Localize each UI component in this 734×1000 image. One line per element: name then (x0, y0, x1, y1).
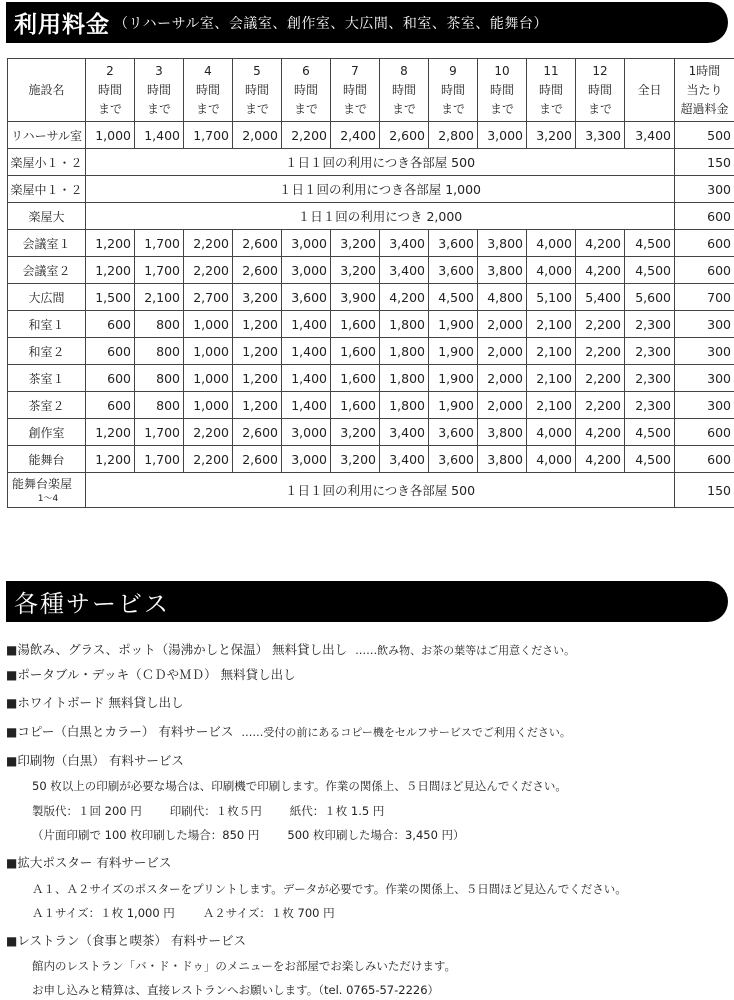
fee-cell: 1,500 (86, 284, 135, 311)
fees-section-subtitle: （リハーサル室、会議室、創作室、大広間、和室、茶室、能舞台） (114, 15, 548, 32)
fee-cell: 3,400 (380, 419, 429, 446)
fee-cell: 800 (135, 311, 184, 338)
facility-name: 能舞台 (8, 446, 86, 473)
fee-cell: 5,400 (576, 284, 625, 311)
header-hours-text: まで (146, 101, 171, 116)
fee-cell: 3,800 (478, 257, 527, 284)
fee-cell: 600 (86, 392, 135, 419)
header-hours-text: まで (97, 101, 122, 116)
header-hours-text: 時間 (244, 82, 269, 97)
overtime-fee-cell: 300 (675, 311, 734, 338)
service-item (6, 665, 728, 683)
fee-cell: 3,000 (282, 230, 331, 257)
print-example-2: 500 枚印刷した場合：3,450 円） (287, 828, 465, 842)
service-label: ポータブル・デッキ（ＣＤやＭＤ） 無料貸し出し (17, 667, 296, 682)
service-label: 拡大ポスター 有料サービス (17, 855, 172, 870)
header-allday: 全日 (625, 59, 675, 122)
fee-cell: 1,200 (86, 257, 135, 284)
table-row (8, 446, 734, 473)
fee-cell: 2,800 (429, 122, 478, 149)
service-label: レストラン（食事と喫茶） 有料サービス (17, 933, 246, 948)
overtime-fee-cell: 300 (675, 338, 734, 365)
bullet-marker: ■ (6, 643, 18, 657)
overtime-fee-cell: 500 (675, 122, 734, 149)
service-item (6, 722, 728, 740)
overtime-fee-cell: 150 (675, 473, 734, 508)
header-hours-text: まで (244, 101, 269, 116)
fee-cell: 3,200 (527, 122, 576, 149)
overtime-fee-cell: 300 (675, 392, 734, 419)
header-hours (282, 59, 331, 122)
fee-cell: 4,500 (625, 230, 675, 257)
print-price-line (32, 803, 384, 819)
header-hours (135, 59, 184, 122)
fee-cell: 1,700 (184, 122, 233, 149)
header-hours-text: まで (195, 101, 220, 116)
fees-header-row (8, 59, 734, 122)
fee-cell: 3,200 (331, 446, 380, 473)
fee-cell: 2,100 (527, 365, 576, 392)
fee-cell: 4,500 (429, 284, 478, 311)
fee-cell: 1,200 (233, 392, 282, 419)
fee-cell: 3,400 (380, 257, 429, 284)
facility-name: 会議室２ (8, 257, 86, 284)
header-hours-text: 2 (106, 63, 114, 78)
header-hours (331, 59, 380, 122)
header-overtime-text: 当たり (686, 82, 723, 97)
service-note: ……飲み物、お茶の葉等はご用意ください。 (355, 644, 576, 657)
table-row (8, 149, 734, 176)
overtime-fee-cell: 700 (675, 284, 734, 311)
header-hours (380, 59, 429, 122)
overtime-fee-cell: 600 (675, 230, 734, 257)
fee-cell: 800 (135, 338, 184, 365)
fee-cell: 5,100 (527, 284, 576, 311)
overtime-fee-cell: 600 (675, 419, 734, 446)
table-row (8, 311, 734, 338)
restaurant-contact-line: お申し込みと精算は、直接レストランへお願いします。（tel. 0765-57-2226） (32, 983, 440, 997)
header-hours-text: 時間 (146, 82, 171, 97)
fee-cell: 2,600 (233, 257, 282, 284)
fee-cell: 2,200 (576, 365, 625, 392)
bullet-marker: ■ (6, 725, 18, 739)
fee-cell: 1,800 (380, 365, 429, 392)
print-example-1: （片面印刷で 100 枚印刷した場合：850 円 (32, 828, 260, 842)
fee-cell: 1,400 (135, 122, 184, 149)
fee-cell: 4,500 (625, 257, 675, 284)
services-section-banner (6, 581, 728, 622)
fee-cell: 2,200 (184, 446, 233, 473)
header-hours-text: まで (587, 101, 612, 116)
fee-cell: 2,100 (527, 338, 576, 365)
header-hours-text: 時間 (342, 82, 367, 97)
fee-cell: 1,600 (331, 365, 380, 392)
fee-cell: 1,900 (429, 311, 478, 338)
overtime-fee-cell: 150 (675, 149, 734, 176)
header-hours-text: まで (293, 101, 318, 116)
fee-cell: 1,200 (86, 419, 135, 446)
flat-fee-cell: １日１回の利用につき 2,000 (86, 203, 675, 230)
header-facility: 施設名 (8, 59, 86, 122)
print-detail-line: 50 枚以上の印刷が必要な場合は、印刷機で印刷します。作業の関係上、５日間ほど見込んでください。 (32, 779, 567, 793)
fee-cell: 800 (135, 392, 184, 419)
fee-cell: 2,100 (527, 392, 576, 419)
fee-cell: 3,400 (380, 446, 429, 473)
fee-cell: 1,600 (331, 338, 380, 365)
fee-cell: 1,400 (282, 311, 331, 338)
facility-name-main: 能舞台楽屋 (12, 477, 73, 491)
fee-cell: 1,000 (86, 122, 135, 149)
fee-cell: 3,800 (478, 419, 527, 446)
fee-cell: 3,200 (331, 419, 380, 446)
header-overtime-text: 1時間 (688, 63, 721, 78)
fee-cell: 1,700 (135, 230, 184, 257)
facility-name: 会議室１ (8, 230, 86, 257)
fee-cell: 3,000 (282, 257, 331, 284)
fee-cell: 1,700 (135, 257, 184, 284)
header-hours-text: 時間 (489, 82, 514, 97)
fee-cell: 2,700 (184, 284, 233, 311)
facility-name: 茶室１ (8, 365, 86, 392)
fee-cell: 1,000 (184, 311, 233, 338)
fee-cell: 1,700 (135, 419, 184, 446)
fee-cell: 3,000 (478, 122, 527, 149)
fee-cell: 2,600 (233, 446, 282, 473)
facility-name-sub: 1～4 (37, 494, 59, 504)
fee-cell: 3,200 (233, 284, 282, 311)
flat-fee-cell: １日１回の利用につき各部屋 500 (86, 149, 675, 176)
print-fee: 印刷代：１枚５円 (169, 804, 262, 818)
overtime-fee-cell: 300 (675, 176, 734, 203)
poster-price-line (32, 905, 335, 921)
bullet-marker: ■ (6, 668, 18, 682)
service-item (6, 853, 728, 871)
header-hours-text: 5 (253, 63, 261, 78)
service-label: 湯飲み、グラス、ポット（湯沸かしと保温） 無料貸し出し (17, 642, 348, 657)
fee-cell: 2,200 (576, 392, 625, 419)
fees-table (7, 58, 734, 508)
fee-cell: 1,900 (429, 365, 478, 392)
overtime-fee-cell: 600 (675, 257, 734, 284)
table-row (8, 176, 734, 203)
facility-name: 楽屋小１・２ (8, 149, 86, 176)
facility-name: 和室１ (8, 311, 86, 338)
facility-name: 楽屋大 (8, 203, 86, 230)
fee-cell: 1,800 (380, 392, 429, 419)
fee-cell: 4,200 (576, 230, 625, 257)
fee-cell: 1,400 (282, 338, 331, 365)
table-row (8, 365, 734, 392)
fee-cell: 2,100 (135, 284, 184, 311)
fee-cell: 4,500 (625, 419, 675, 446)
header-hours-text: 4 (204, 63, 212, 78)
fee-cell: 4,500 (625, 446, 675, 473)
header-hours-text: 11 (543, 63, 559, 78)
fee-cell: 1,200 (233, 338, 282, 365)
header-hours-text: 10 (494, 63, 510, 78)
fee-cell: 3,800 (478, 230, 527, 257)
table-row (8, 122, 734, 149)
fee-cell: 4,000 (527, 257, 576, 284)
fee-cell: 3,400 (625, 122, 675, 149)
fee-cell: 1,900 (429, 338, 478, 365)
fee-cell: 3,600 (429, 257, 478, 284)
bullet-marker: ■ (6, 696, 18, 710)
header-hours-text: まで (440, 101, 465, 116)
header-hours-text: 9 (449, 63, 457, 78)
header-hours-text: 時間 (293, 82, 318, 97)
service-label: ホワイトボード 無料貸し出し (17, 695, 184, 710)
paper-fee: 紙代：１枚 1.5 円 (289, 804, 385, 818)
facility-name: 楽屋中１・２ (8, 176, 86, 203)
fee-cell: 2,200 (184, 419, 233, 446)
fee-cell: 4,200 (576, 446, 625, 473)
header-hours-text: 6 (302, 63, 310, 78)
header-overtime-text: 超過料金 (680, 101, 729, 116)
service-label: 印刷物（白黒） 有料サービス (17, 753, 184, 768)
header-hours-text: 8 (400, 63, 408, 78)
facility-name (8, 473, 86, 508)
fee-cell: 5,600 (625, 284, 675, 311)
header-hours-text: 時間 (391, 82, 416, 97)
header-hours (478, 59, 527, 122)
fee-cell: 4,000 (527, 230, 576, 257)
overtime-fee-cell: 300 (675, 365, 734, 392)
header-hours (184, 59, 233, 122)
header-hours-text: 時間 (97, 82, 122, 97)
service-item (6, 931, 728, 949)
fee-cell: 2,000 (233, 122, 282, 149)
facility-name: 茶室２ (8, 392, 86, 419)
fee-cell: 2,300 (625, 365, 675, 392)
fee-cell: 1,200 (233, 365, 282, 392)
fee-cell: 1,600 (331, 392, 380, 419)
fee-cell: 4,000 (527, 446, 576, 473)
header-hours-text: 時間 (538, 82, 563, 97)
facility-name: リハーサル室 (8, 122, 86, 149)
fee-cell: 1,600 (331, 311, 380, 338)
fee-cell: 3,800 (478, 446, 527, 473)
fee-cell: 2,200 (576, 338, 625, 365)
table-row (8, 473, 734, 508)
facility-name: 大広間 (8, 284, 86, 311)
header-hours (527, 59, 576, 122)
header-hours-text: まで (391, 101, 416, 116)
fee-cell: 2,200 (184, 230, 233, 257)
service-note: ……受付の前にあるコピー機をセルフサービスでご利用ください。 (241, 726, 571, 739)
fee-cell: 3,600 (429, 446, 478, 473)
fee-cell: 2,600 (233, 230, 282, 257)
poster-a1-fee: Ａ１サイズ：１枚 1,000 円 (32, 906, 175, 920)
fee-cell: 3,400 (380, 230, 429, 257)
header-hours (429, 59, 478, 122)
header-hours-text: 12 (592, 63, 608, 78)
fee-cell: 3,600 (429, 419, 478, 446)
bullet-marker: ■ (6, 856, 18, 870)
fee-cell: 1,200 (86, 230, 135, 257)
service-label: コピー（白黒とカラー） 有料サービス (17, 724, 234, 739)
header-hours-text: 7 (351, 63, 359, 78)
fee-cell: 1,900 (429, 392, 478, 419)
header-hours (233, 59, 282, 122)
fee-cell: 1,200 (233, 311, 282, 338)
header-hours-text: まで (489, 101, 514, 116)
fee-cell: 2,000 (478, 311, 527, 338)
fee-cell: 4,200 (576, 257, 625, 284)
service-item (6, 693, 728, 711)
restaurant-detail-line: 館内のレストラン「バ・ド・ドゥ」のメニューをお部屋でお楽しみいただけます。 (32, 959, 456, 973)
header-hours-text: まで (538, 101, 563, 116)
header-overtime (675, 59, 734, 122)
fee-cell: 1,000 (184, 392, 233, 419)
facility-name: 和室２ (8, 338, 86, 365)
fee-cell: 2,200 (576, 311, 625, 338)
fee-cell: 3,900 (331, 284, 380, 311)
bullet-marker: ■ (6, 754, 18, 768)
overtime-fee-cell: 600 (675, 446, 734, 473)
services-section-title: 各種サービス (14, 590, 170, 618)
table-row (8, 419, 734, 446)
fee-cell: 1,000 (184, 365, 233, 392)
fee-cell: 2,600 (380, 122, 429, 149)
header-hours-text: 3 (155, 63, 163, 78)
fee-cell: 4,200 (380, 284, 429, 311)
fee-cell: 1,000 (184, 338, 233, 365)
fee-cell: 2,300 (625, 392, 675, 419)
fee-cell: 3,000 (282, 446, 331, 473)
facility-name: 創作室 (8, 419, 86, 446)
overtime-fee-cell: 600 (675, 203, 734, 230)
fee-cell: 2,100 (527, 311, 576, 338)
table-row (8, 338, 734, 365)
fee-cell: 2,300 (625, 338, 675, 365)
poster-a2-fee: Ａ２サイズ：１枚 700 円 (202, 906, 335, 920)
table-row (8, 203, 734, 230)
fee-cell: 1,400 (282, 365, 331, 392)
fee-cell: 1,800 (380, 338, 429, 365)
fee-cell: 4,000 (527, 419, 576, 446)
header-hours (576, 59, 625, 122)
service-item (6, 751, 728, 769)
fee-cell: 3,200 (331, 257, 380, 284)
fee-cell: 2,300 (625, 311, 675, 338)
header-hours-text: 時間 (195, 82, 220, 97)
fee-cell: 3,000 (282, 419, 331, 446)
fee-cell: 2,600 (233, 419, 282, 446)
print-example-line (32, 827, 465, 843)
fee-cell: 600 (86, 311, 135, 338)
header-hours-text: まで (342, 101, 367, 116)
table-row (8, 392, 734, 419)
fee-cell: 4,800 (478, 284, 527, 311)
fee-cell: 1,700 (135, 446, 184, 473)
table-row (8, 230, 734, 257)
fee-cell: 2,000 (478, 338, 527, 365)
plate-fee: 製版代：１回 200 円 (32, 804, 142, 818)
fee-cell: 3,200 (331, 230, 380, 257)
fee-cell: 3,600 (282, 284, 331, 311)
poster-detail-line: Ａ１、Ａ２サイズのポスターをプリントします。データが必要です。作業の関係上、５日間ほど見込んでください。 (32, 882, 627, 896)
fee-cell: 600 (86, 365, 135, 392)
fee-cell: 3,600 (429, 230, 478, 257)
fee-cell: 2,200 (184, 257, 233, 284)
header-hours-text: 時間 (440, 82, 465, 97)
flat-fee-cell: １日１回の利用につき各部屋 1,000 (86, 176, 675, 203)
flat-fee-cell: １日１回の利用につき各部屋 500 (86, 473, 675, 508)
fee-cell: 600 (86, 338, 135, 365)
fee-cell: 2,000 (478, 392, 527, 419)
fee-cell: 4,200 (576, 419, 625, 446)
table-row (8, 284, 734, 311)
header-hours (86, 59, 135, 122)
table-row (8, 257, 734, 284)
fee-cell: 3,300 (576, 122, 625, 149)
service-item (6, 640, 728, 658)
fees-section-title: 利用料金 (14, 12, 110, 38)
fee-cell: 2,200 (282, 122, 331, 149)
fee-cell: 2,400 (331, 122, 380, 149)
fees-section-banner (6, 2, 728, 43)
header-hours-text: 時間 (587, 82, 612, 97)
fee-cell: 1,800 (380, 311, 429, 338)
fee-cell: 1,200 (86, 446, 135, 473)
bullet-marker: ■ (6, 934, 18, 948)
fee-cell: 1,400 (282, 392, 331, 419)
fee-cell: 2,000 (478, 365, 527, 392)
fee-cell: 800 (135, 365, 184, 392)
